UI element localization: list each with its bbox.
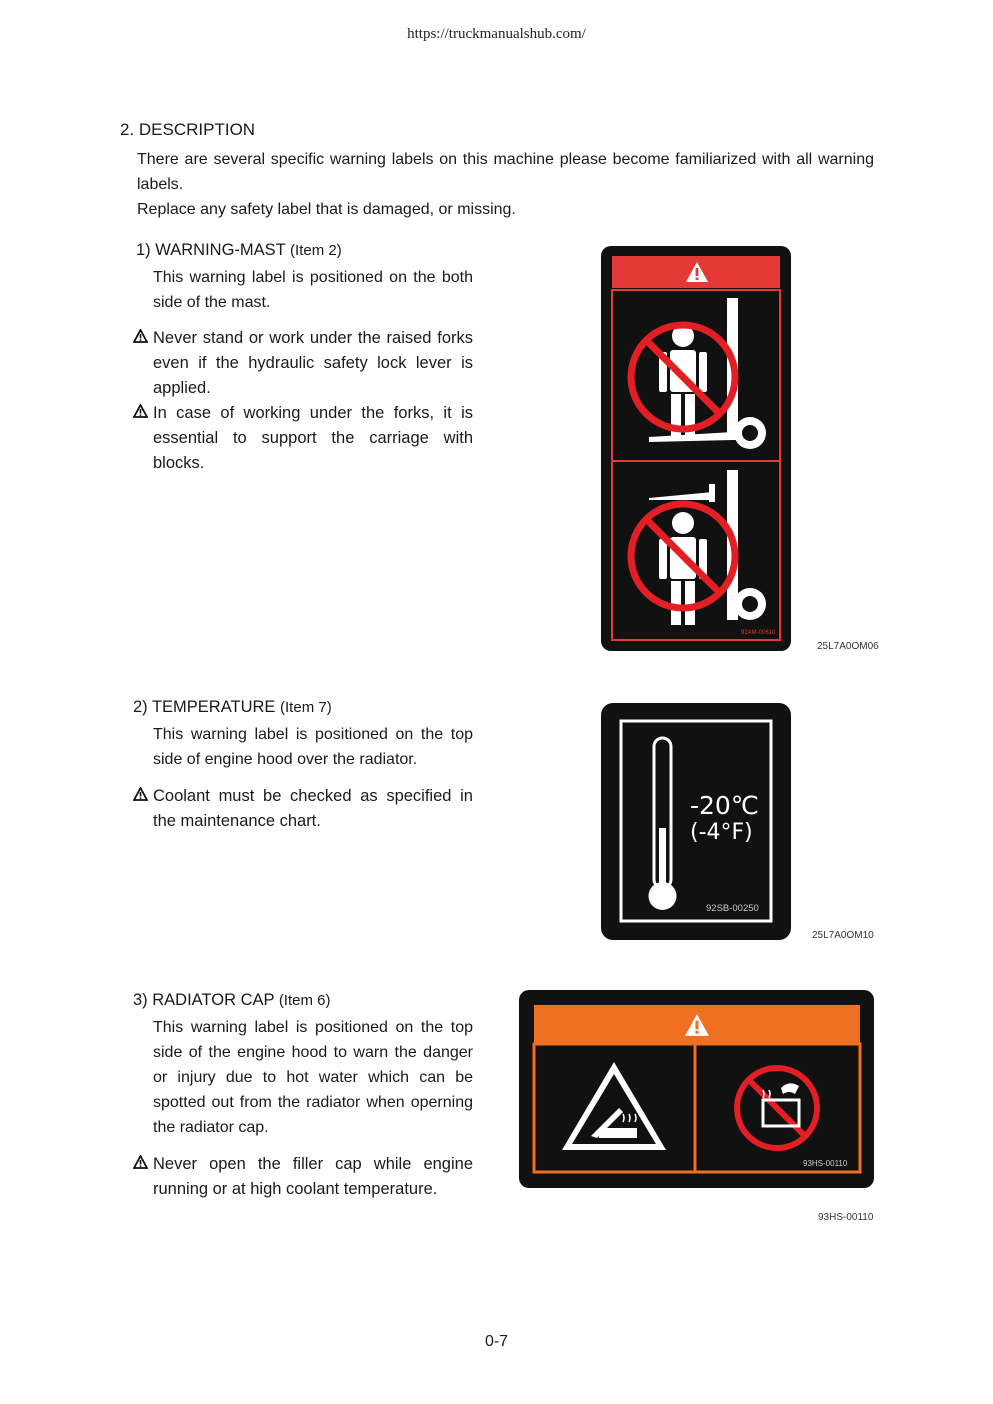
radiator-cap-label	[519, 990, 874, 1188]
item-3-warning-1-text: Never open the filler cap while engine running or at high coolant temperature.	[153, 1155, 473, 1198]
item-1-warning-2-text: In case of working under the forks, it is essential to support the carriage with blocks.	[153, 404, 473, 472]
item-1-warning-2	[133, 400, 473, 476]
temperature-celsius: -20℃	[690, 791, 759, 820]
item-2-warning-1-text: Coolant must be checked as specified in the maintenance chart.	[153, 787, 473, 830]
item-2-heading	[133, 698, 332, 717]
item-3-ref: (Item 6)	[278, 992, 331, 1009]
item-1-ref: (Item 2)	[290, 242, 342, 259]
temperature-label	[601, 703, 791, 940]
header-url: https://truckmanualshub.com/	[407, 26, 586, 42]
warning-triangle-icon	[133, 1152, 149, 1177]
item-2-description: This warning label is positioned on the top side of engine hood over the radiator.	[153, 726, 473, 768]
item-2-ref: (Item 7)	[280, 699, 332, 716]
mast-warning-label	[601, 246, 791, 651]
item-2-warning-1	[133, 783, 473, 834]
page-number: 0-7	[484, 1333, 509, 1350]
section-title: 2. DESCRIPTION	[120, 120, 256, 139]
item-1-description: This warning label is positioned on the both side of the mast.	[153, 269, 473, 311]
item-1-figure-code: 25L7A0OM06	[817, 641, 879, 652]
warning-triangle-icon	[684, 1012, 710, 1038]
temperature-fahrenheit: (-4°F)	[690, 820, 753, 845]
radiator-label-code: 93HS-00110	[803, 1159, 848, 1168]
warning-triangle-icon	[133, 326, 149, 351]
item-1-heading	[136, 241, 342, 260]
item-3-warning-1	[133, 1151, 473, 1202]
temperature-label-code: 92SB-00250	[706, 903, 759, 914]
item-3-title: RADIATOR CAP	[152, 991, 275, 1009]
section-intro-2: Replace any safety label that is damaged, or missing.	[137, 201, 516, 218]
item-3-number: 3)	[133, 991, 148, 1009]
mast-label-code: 92AM-00610	[741, 630, 776, 636]
item-2-number: 2)	[133, 698, 148, 716]
warning-triangle-icon	[133, 784, 149, 809]
item-1-warning-1-text: Never stand or work under the raised forks even if the hydraulic safety lock lever is applied.	[153, 329, 473, 397]
item-2-title: TEMPERATURE	[151, 698, 276, 716]
item-3-heading	[133, 991, 331, 1010]
item-3-description: This warning label is positioned on the top side of the engine hood to warn the danger or injury due to hot water which can be spotted out from the radiator when operning the radiator cap.	[153, 1019, 473, 1136]
item-1-number: 1)	[136, 241, 151, 259]
warning-triangle-icon	[133, 401, 149, 426]
warning-triangle-icon	[685, 260, 709, 284]
item-3-figure-code: 93HS-00110	[818, 1212, 874, 1223]
item-1-warning-1	[133, 325, 473, 401]
section-intro-1: There are several specific warning labels on this machine please become familiarized with all warning labels.	[137, 151, 874, 193]
item-2-figure-code: 25L7A0OM10	[812, 930, 874, 941]
item-1-title: WARNING-MAST	[155, 241, 286, 259]
